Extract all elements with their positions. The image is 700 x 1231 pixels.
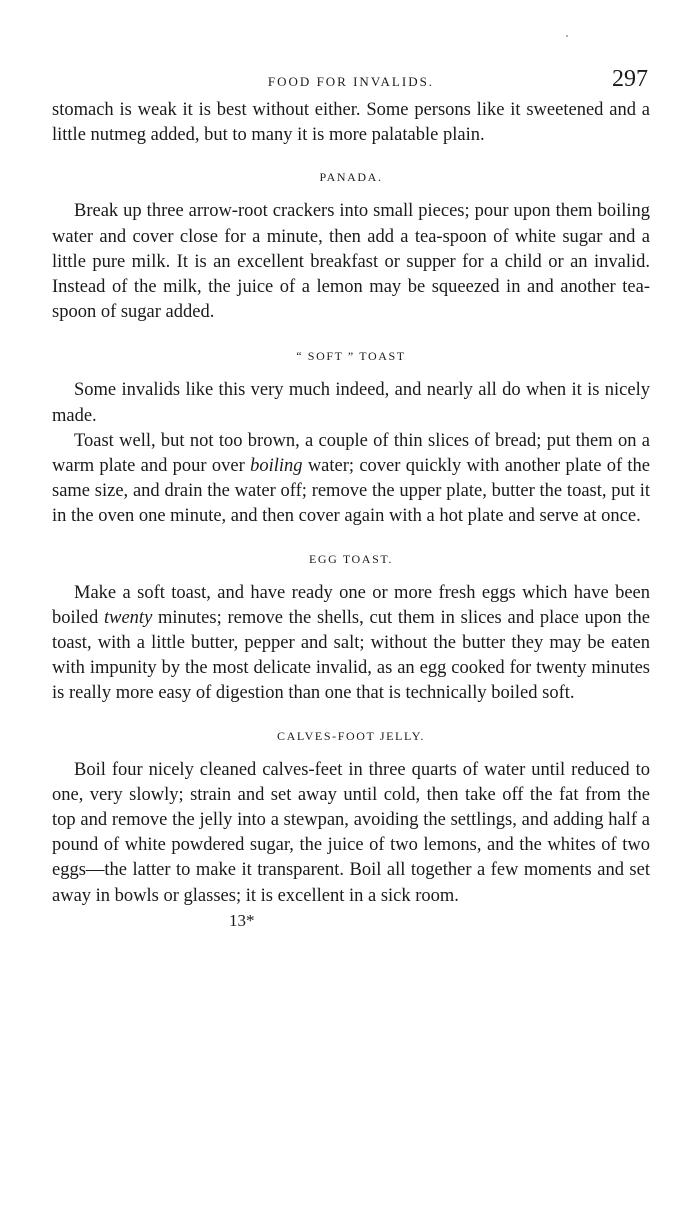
soft-toast-text-1: Toast well, but not too brown, a couple of thin slices of bread; put them on a warm plate and pour over [52,430,650,477]
running-head [52,58,650,98]
panada-paragraph: Break up three arrow-root crackers into small pieces; pour upon them boiling water and cover close for a minute, then add a tea-spoon of white sugar and a little pure milk. It is an excellent breakfast or supper for a child or an invalid. Instead of the milk, the juice of a lemon may be squeezed in and another tea-spoon of sugar added. [52,201,650,323]
signature-mark: 13* [229,910,255,930]
running-title: FOOD FOR INVALIDS. [267,74,435,89]
egg-toast-emphasis: twenty [103,607,153,628]
page-speck [566,35,568,37]
page-number: 297 [612,66,648,92]
soft-toast-paragraph-1: Some invalids like this very much indeed, and nearly all do when it is nicely made. [52,380,650,426]
egg-toast-text-2: minutes; remove the shells, cut them in slices and place upon the toast, with a little butter, pepper and salt; without the butter they may be eaten with impunity by the most delicate invalid, as an egg cooked for twenty minutes is really more easy of digestion than one that is technically boiled soft. [52,607,651,704]
soft-toast-text-2: water; cover quickly with another plate of the same size, and drain the water off; remove the upper plate, butter the toast, put it in the oven one minute, and then cover again with a hot plate and serve at once. [52,456,651,527]
soft-toast-emphasis: boiling [250,456,303,477]
book-page [52,58,650,933]
soft-toast-heading: “ SOFT ” TOAST [296,349,406,364]
egg-toast-paragraph [52,581,650,707]
egg-toast-text-1: Make a soft toast, and have ready one or more fresh eggs which have been boiled [52,582,650,628]
panada-heading: PANADA. [319,170,383,185]
intro-paragraph: stomach is weak it is best without either. Some persons like it sweetened and a little nutmeg added, but to many it is more palatable plain. [52,100,650,146]
egg-toast-heading: EGG TOAST. [308,551,393,566]
calves-foot-jelly-heading: CALVES-FOOT JELLY. [276,728,426,743]
soft-toast-paragraph-2 [52,429,650,530]
calves-foot-jelly-paragraph: Boil four nicely cleaned calves-feet in three quarts of water until reduced to one, very slowly; strain and set away until cold, then take off the fat from the top and remove the jelly into a stewpan, avoiding the settlings, and adding half a pound of white powdered sugar, the juice of two lemons, and the whites of two eggs—the latter to make it transparent. Boil all together a few moments and set away in bowls or glasses; it is excellent in a sick room. [52,759,650,906]
